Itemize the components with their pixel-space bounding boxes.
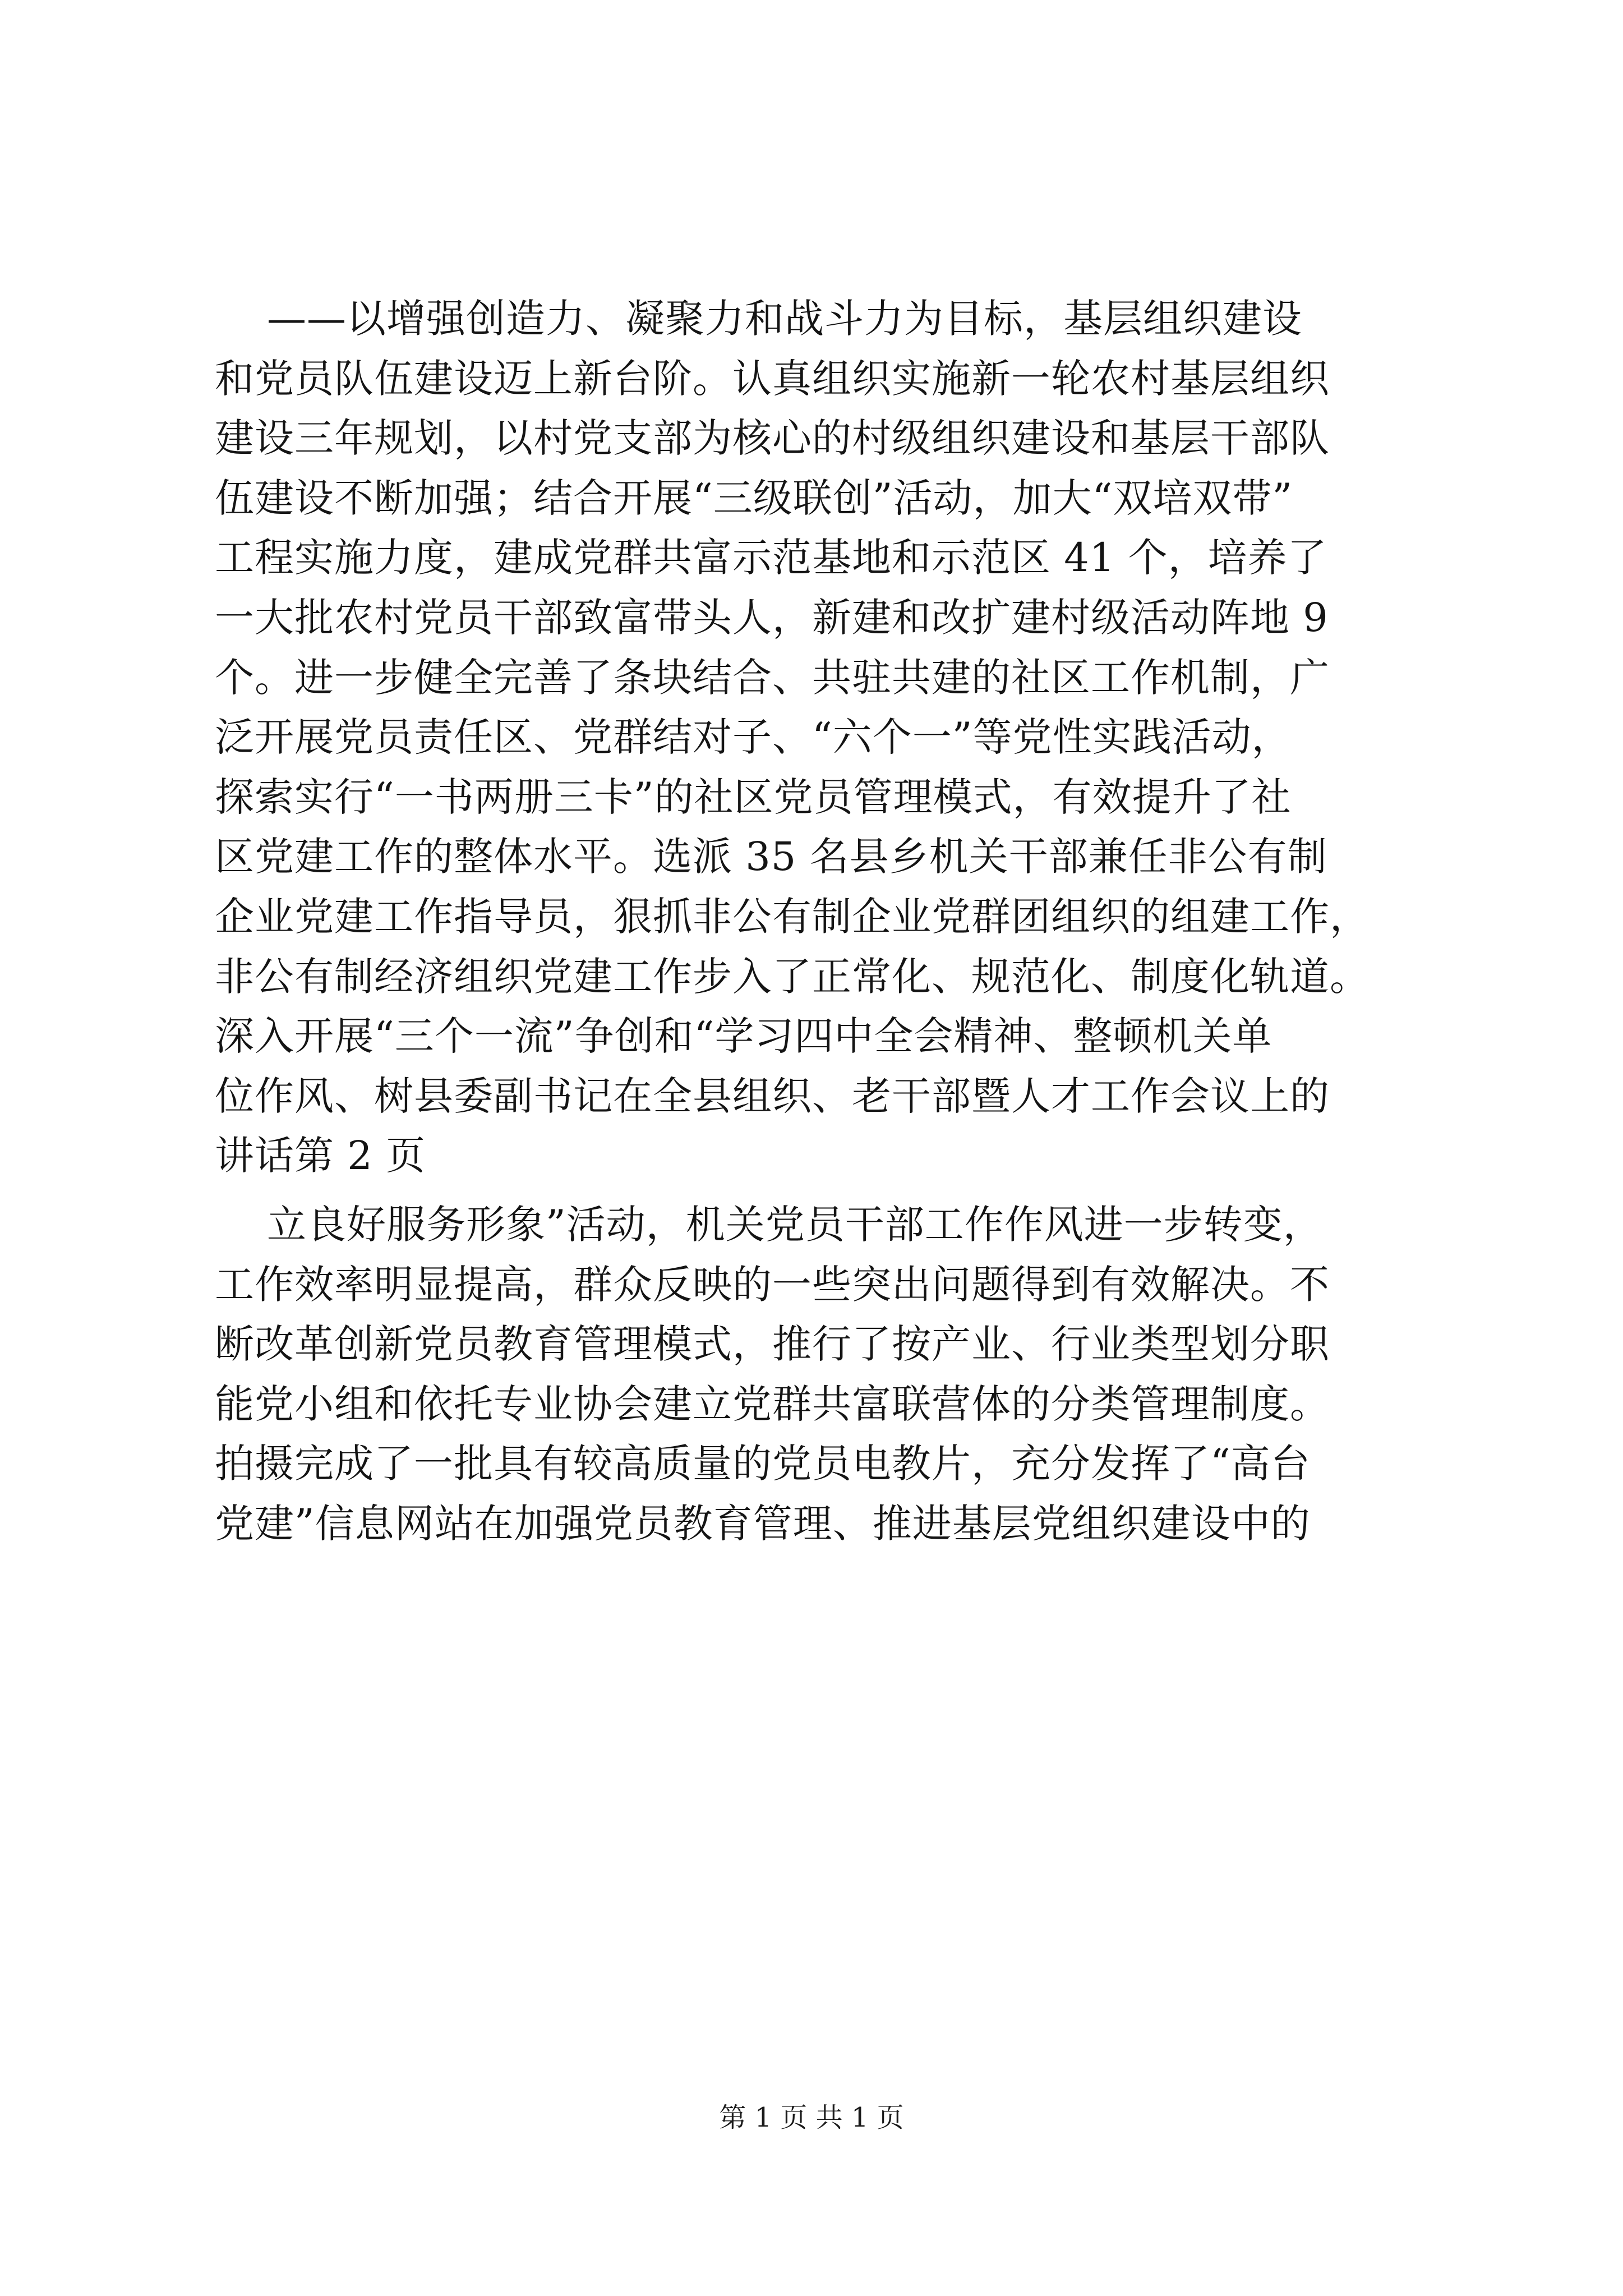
text-line: 断改革创新党员教育管理模式，推行了按产业、行业类型划分职: [215, 1321, 1330, 1368]
text-line: 和党员队伍建设迈上新台阶。认真组织实施新一轮农村基层组织: [215, 355, 1330, 402]
text-line: 企业党建工作指导员，狠抓非公有制企业党群团组织的组建工作，: [215, 893, 1370, 940]
text-line: 区党建工作的整体水平。选派 35 名县乡机关干部兼任非公有制: [215, 834, 1327, 880]
text-line: 能党小组和依托专业协会建立党群共富联营体的分类管理制度。: [215, 1381, 1330, 1427]
paragraph-gap: [215, 1186, 1415, 1195]
text-line: 非公有制经济组织党建工作步入了正常化、规范化、制度化轨道。: [215, 953, 1370, 1000]
document-body: [215, 289, 1415, 1553]
text-line: 工程实施力度，建成党群共富示范基地和示范区 41 个，培养了: [215, 535, 1327, 581]
text-line: ——以增强创造力、凝聚力和战斗力为目标，基层组织建设: [215, 296, 1303, 342]
text-line: 一大批农村党员干部致富带头人，新建和改扩建村级活动阵地 9: [215, 594, 1329, 641]
text-line: 探索实行“一书两册三卡”的社区党员管理模式，有效提升了社: [215, 774, 1292, 820]
text-line: 拍摄完成了一批具有较高质量的党员电教片，充分发挥了“高台: [215, 1441, 1311, 1487]
text-line: 建设三年规划，以村党支部为核心的村级组织建设和基层干部队: [215, 415, 1330, 462]
text-line: 泛开展党员责任区、党群结对子、“六个一”等党性实践活动，: [215, 714, 1292, 761]
text-line: 位作风、树县委副书记在全县组织、老干部暨人才工作会议上的: [215, 1073, 1330, 1119]
text-line: 伍建设不断加强；结合开展“三级联创”活动，加大“双培双带”: [215, 475, 1293, 521]
text-line: 工作效率明显提高，群众反映的一些突出问题得到有效解决。不: [215, 1261, 1330, 1308]
page-footer: 第 1 页 共 1 页: [719, 2102, 904, 2133]
text-line: 党建”信息网站在加强党员教育管理、推进基层党组织建设中的: [215, 1500, 1311, 1547]
text-line: 个。进一步健全完善了条块结合、共驻共建的社区工作机制，广: [215, 654, 1330, 701]
text-line: 讲话第 2 页: [215, 1133, 426, 1179]
text-line: 深入开展“三个一流”争创和“学习四中全会精神、整顿机关单: [215, 1013, 1272, 1060]
text-line: 立良好服务形象”活动，机关党员干部工作作风进一步转变，: [215, 1201, 1323, 1248]
